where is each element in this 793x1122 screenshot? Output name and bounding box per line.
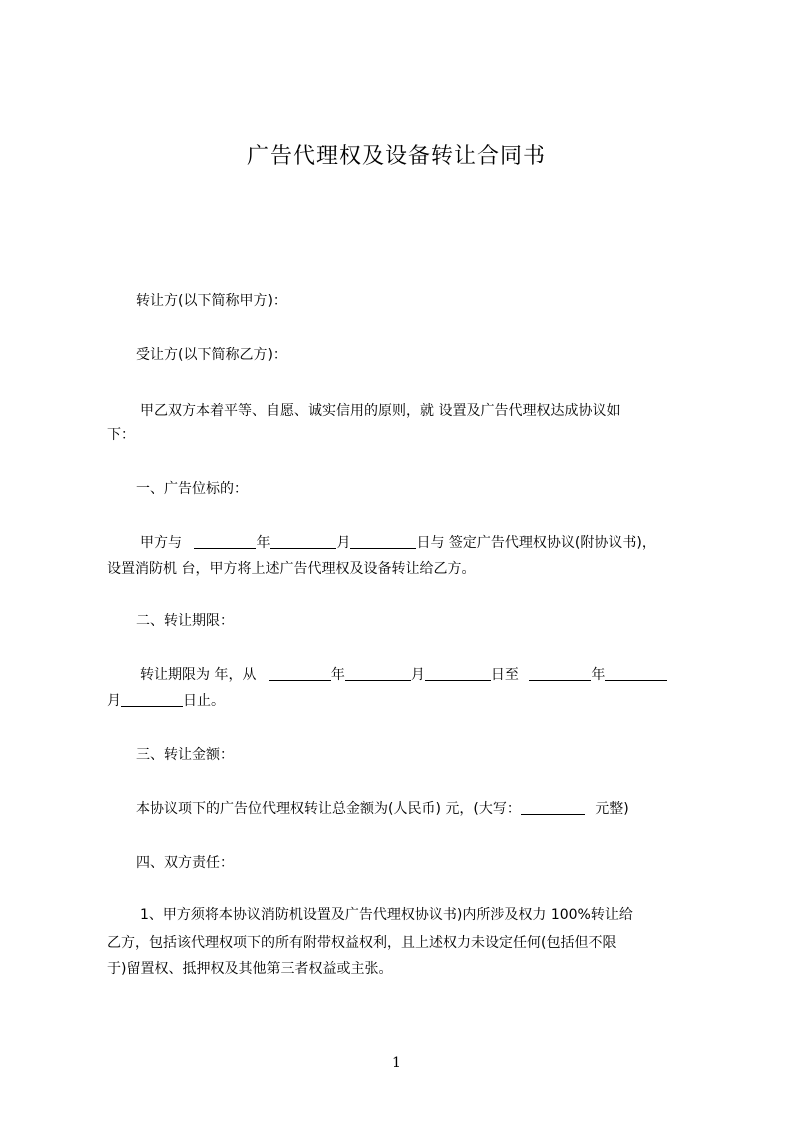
section-2-paragraph-line-2 (107, 690, 225, 712)
section-2-paragraph-line-1 (140, 664, 667, 686)
section-2-text-a: 转让期限为 年，从 (140, 667, 257, 683)
section-4-item-1-line-3: 于)留置权、抵押权及其他第三者权益或主张。 (107, 961, 393, 977)
blank-field (529, 666, 591, 681)
page-title: 广告代理权及设备转让合同书 (246, 144, 546, 169)
section-4-item-1-line-2: 乙方，包括该代理权项下的所有附带权益权利，且上述权力未设定任何(包括但不限 (107, 935, 617, 951)
blank-field (345, 666, 411, 681)
section-heading-4: 四、双方责任： (136, 855, 234, 871)
section-1-text-a: 甲方与 (140, 535, 182, 551)
blank-field (605, 666, 667, 681)
day-label: 日至 (490, 667, 519, 683)
blank-field (269, 666, 331, 681)
month-label: 月 (107, 693, 121, 709)
intro-paragraph-line-1: 甲乙双方本着平等、自愿、诚实信用的原则，就 设置及广告代理权达成协议如 (140, 403, 621, 419)
month-label: 月 (410, 667, 425, 683)
section-3-text-b: 元整) (595, 801, 629, 817)
section-heading-1: 一、广告位标的： (136, 481, 248, 497)
blank-field (350, 534, 416, 549)
year-label: 年 (330, 667, 345, 683)
intro-paragraph-line-2: 下： (107, 427, 135, 443)
blank-field (425, 666, 491, 681)
year-label: 年 (256, 535, 271, 551)
section-heading-2: 二、转让期限： (136, 613, 234, 629)
month-label: 月 (336, 535, 351, 551)
blank-field (521, 800, 585, 815)
day-label: 日与 签定广告代理权协议(附协议书)， (416, 535, 656, 551)
blank-field (194, 534, 256, 549)
section-1-paragraph-line-1 (140, 532, 656, 554)
blank-field (121, 692, 183, 707)
section-4-item-1-line-1: 1、甲方须将本协议消防机设置及广告代理权协议书)内所涉及权力 100%转让给 (140, 907, 633, 923)
end-label: 日止。 (183, 693, 225, 709)
party-b-label: 受让方(以下简称乙方)： (136, 347, 287, 363)
page-number: 1 (392, 1055, 401, 1071)
section-heading-3: 三、转让金额： (136, 747, 234, 763)
year-label: 年 (591, 667, 606, 683)
section-1-paragraph-line-2: 设置消防机 台，甲方将上述广告代理权及设备转让给乙方。 (107, 561, 476, 577)
party-a-label: 转让方(以下简称甲方)： (136, 293, 287, 309)
blank-field (270, 534, 336, 549)
section-3-text-a: 本协议项下的广告位代理权转让总金额为(人民币) 元，(大写： (136, 801, 521, 817)
section-3-paragraph (136, 798, 629, 820)
